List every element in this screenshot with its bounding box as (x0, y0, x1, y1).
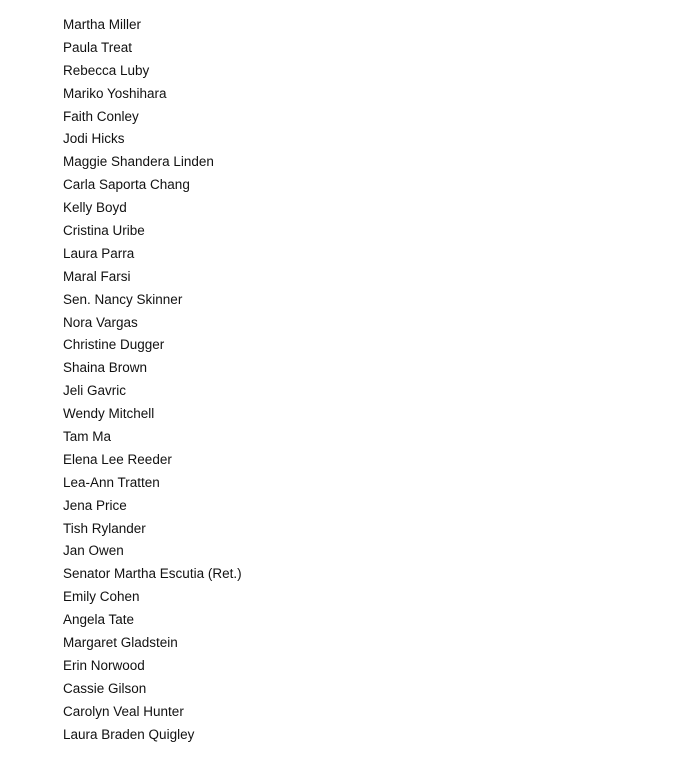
list-item: Senator Martha Escutia (Ret.) (63, 566, 242, 582)
list-item: Christine Dugger (63, 337, 165, 353)
list-item: Carolyn Veal Hunter (63, 703, 184, 719)
list-item: Nora Vargas (63, 314, 138, 330)
list-item: Jena Price (63, 497, 127, 513)
list-item: Lea-Ann Tratten (63, 474, 160, 490)
list-item: Jeli Gavric (63, 383, 127, 399)
list-item: Elena Lee Reeder (63, 451, 172, 467)
list-item: Shaina Brown (63, 360, 148, 376)
list-item: Cassie Gilson (63, 680, 147, 696)
list-item: Jodi Hicks (63, 131, 125, 147)
list-item: Laura Parra (63, 245, 135, 261)
list-item: Tish Rylander (63, 520, 146, 536)
list-item: Angela Tate (63, 612, 135, 628)
list-item: Kelly Boyd (63, 200, 127, 216)
list-item: Carla Saporta Chang (63, 177, 190, 193)
list-item: Tam Ma (63, 429, 112, 445)
list-item: Faith Conley (63, 108, 139, 124)
list-item: Martha Miller (63, 17, 142, 32)
list-item: Rebecca Luby (63, 62, 150, 78)
list-item: Wendy Mitchell (63, 406, 155, 422)
list-item: Cristina Uribe (63, 223, 145, 239)
list-item: Mariko Yoshihara (63, 85, 167, 101)
list-item: Maral Farsi (63, 268, 131, 284)
list-item: Sen. Nancy Skinner (63, 291, 183, 307)
list-item: Emily Cohen (63, 589, 140, 605)
list-item: Margaret Gladstein (63, 635, 178, 651)
list-item: Laura Braden Quigley (63, 726, 195, 742)
list-item: Paula Treat (63, 39, 133, 55)
list-item: Maggie Shandera Linden (63, 154, 214, 170)
list-item: Jan Owen (63, 543, 124, 559)
list-item: Erin Norwood (63, 657, 145, 673)
name-list (63, 14, 242, 747)
